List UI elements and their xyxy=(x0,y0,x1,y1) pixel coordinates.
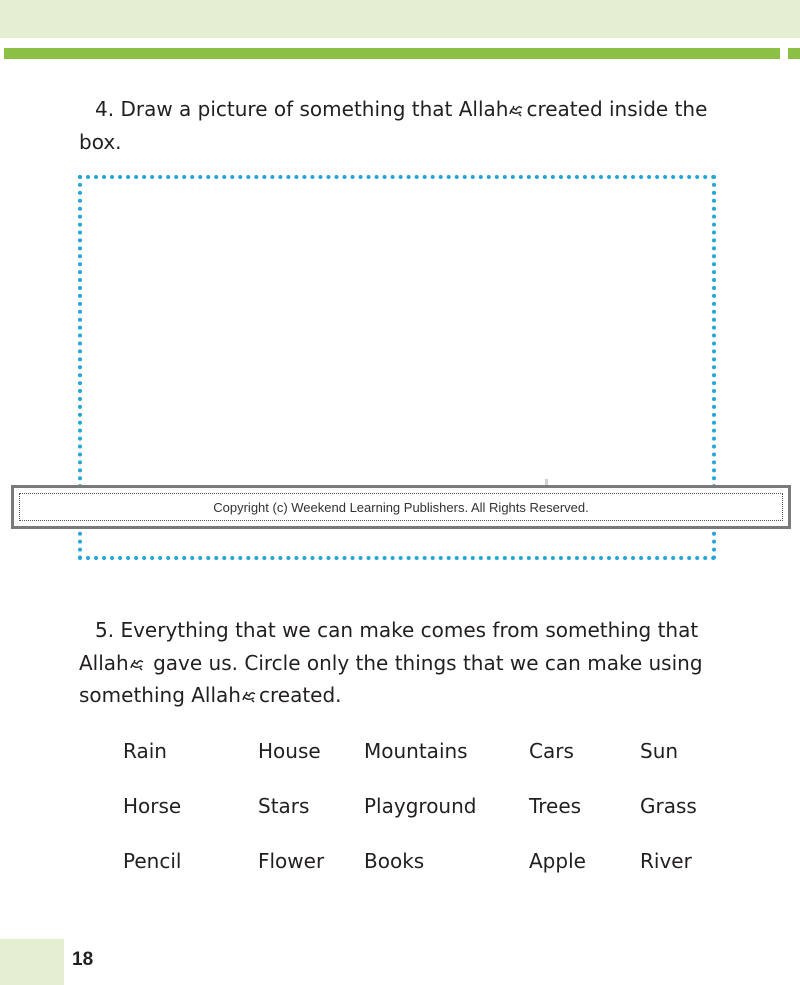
word-item[interactable]: Rain xyxy=(123,739,167,763)
word-item[interactable]: Stars xyxy=(258,794,310,818)
header-band xyxy=(0,0,800,38)
word-item[interactable]: Flower xyxy=(258,849,325,873)
word-item[interactable]: Horse xyxy=(123,794,182,818)
word-item[interactable]: River xyxy=(640,849,692,873)
word-item[interactable]: Mountains xyxy=(364,739,468,763)
header-rule xyxy=(4,48,780,59)
question-5-text-part1: Everything that we can make comes from something that Allah xyxy=(79,618,699,675)
salawat-seal-icon xyxy=(509,104,524,117)
page-number-tab xyxy=(0,939,64,985)
copyright-text: Copyright (c) Weekend Learning Publishers. All Rights Reserved. xyxy=(19,493,783,521)
salawat-seal-icon xyxy=(242,690,257,703)
word-item[interactable]: Pencil xyxy=(123,849,182,873)
word-item[interactable]: Apple xyxy=(529,849,586,873)
question-5-number: 5. xyxy=(95,618,115,642)
word-item[interactable]: Trees xyxy=(529,794,582,818)
question-5-text-part3: created. xyxy=(258,683,342,707)
word-item[interactable]: Sun xyxy=(640,739,679,763)
copyright-banner xyxy=(11,485,791,529)
question-4 xyxy=(79,93,721,158)
header-rule-end xyxy=(788,48,800,59)
question-4-text-start: Draw a picture of something that Allah xyxy=(120,97,509,121)
question-5 xyxy=(79,614,721,712)
word-item[interactable]: Grass xyxy=(640,794,697,818)
word-item[interactable]: Playground xyxy=(364,794,477,818)
page-number: 18 xyxy=(72,949,94,970)
question-4-text-end: created inside the box. xyxy=(79,97,708,154)
salawat-seal-icon xyxy=(130,658,145,671)
word-item[interactable]: Books xyxy=(364,849,425,873)
question-4-number: 4. xyxy=(95,97,115,121)
word-item[interactable]: Cars xyxy=(529,739,574,763)
word-item[interactable]: House xyxy=(258,739,321,763)
question-5-text-part2: gave us. Circle only the things that we can make using something Allah xyxy=(79,650,703,707)
